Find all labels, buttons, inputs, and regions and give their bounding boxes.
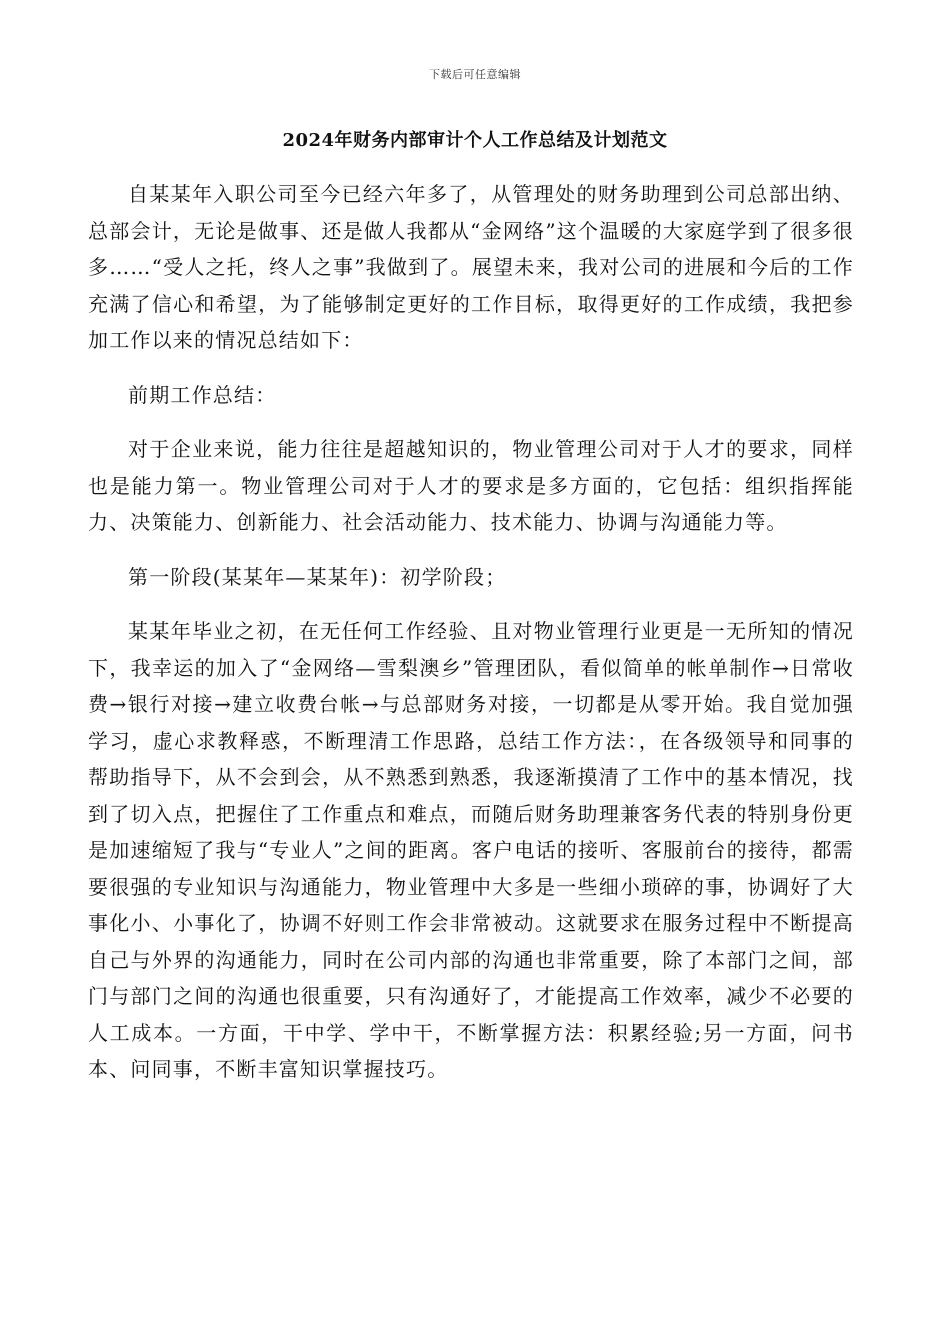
document-body <box>88 176 854 1088</box>
document-title: 2024年财务内部审计个人工作总结及计划范文 <box>282 130 668 151</box>
paragraph-ability: 对于企业来说，能力往往是超越知识的，物业管理公司对于人才的要求，同样也是能力第一。物业管理公司对于人才的要求是多方面的，它包括：组织指挥能力、决策能力、创新能力、社会活动能力、技术能力、协调与沟通能力等。 <box>88 437 854 534</box>
header-note: 下载后可任意编辑 <box>429 68 521 81</box>
paragraph-section-heading: 前期工作总结： <box>128 382 277 407</box>
paragraph-stage-one-body: 某某年毕业之初，在无任何工作经验、且对物业管理行业更是一无所知的情况下，我幸运的加入了“金网络—雪梨澳乡”管理团队，看似简单的帐单制作→日常收费→银行对接→建立收费台帐→与总部财务对接，一切都是从零开始。我自觉加强学习，虚心求教释惑，不断理清工作思路，总结工作方法：，在各级领导和同事的帮助指导下，从不会到会，从不熟悉到熟悉，我逐渐摸清了工作中的基本情况，找到了切入点，把握住了工作重点和难点，而随后财务助理兼客务代表的特别身份更是加速缩短了我与“专业人”之间的距离。客户电话的接听、客服前台的接待，都需要很强的专业知识与沟通能力，物业管理中大多是一些细小琐碎的事，协调好了大事化小、小事化了，协调不好则工作会非常被动。这就要求在服务过程中不断提高自己与外界的沟通能力，同时在公司内部的沟通也非常重要，除了本部门之间，部门与部门之间的沟通也很重要，只有沟通好了，才能提高工作效率，减少不必要的人工成本。一方面，干中学、学中干，不断掌握方法：积累经验;另一方面，问书本、问同事，不断丰富知识掌握技巧。 <box>88 619 854 1081</box>
paragraph-stage-one-heading: 第一阶段(某某年—某某年)：初学阶段； <box>128 564 507 589</box>
paragraph-intro: 自某某年入职公司至今已经六年多了，从管理处的财务助理到公司总部出纳、总部会计，无论是做事、还是做人我都从“金网络”这个温暖的大家庭学到了很多很多……“受人之托，终人之事”我做到了。展望未来，我对公司的进展和今后的工作充满了信心和希望，为了能够制定更好的工作目标，取得更好的工作成绩，我把参加工作以来的情况总结如下： <box>88 182 854 352</box>
